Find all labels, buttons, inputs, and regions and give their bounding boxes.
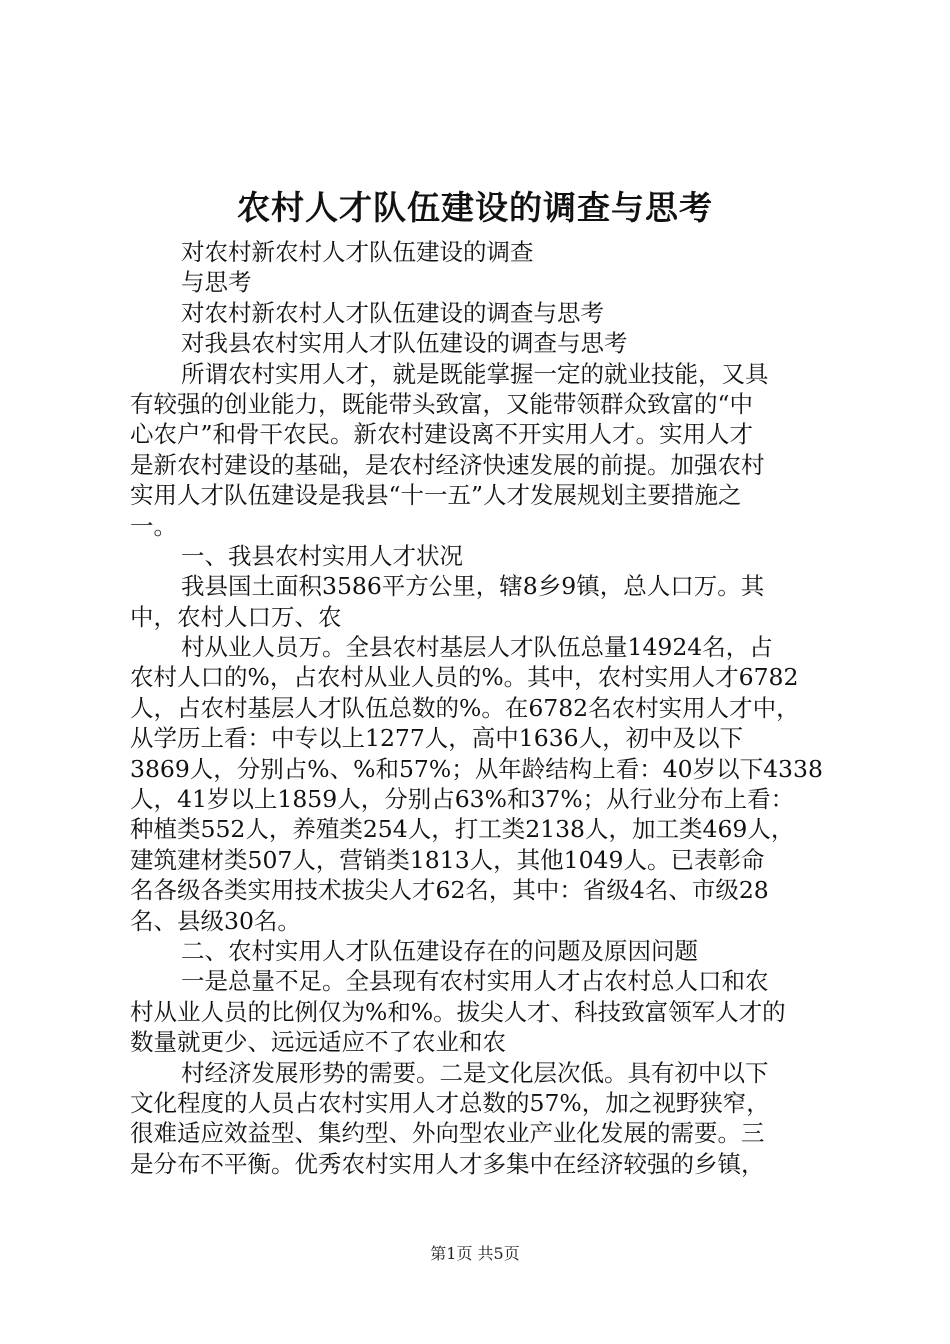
text-line: 人，占农村基层人才队伍总数的%。在6782名农村实用人才中，: [130, 693, 800, 722]
text-line: 一、我县农村实用人才状况: [181, 541, 463, 570]
text-line: 数量就更少、远远适应不了农业和农: [130, 1028, 506, 1057]
text-line: 我县国土面积3586平方公里，辖8乡9镇，总人口万。其: [181, 572, 765, 601]
text-line: 从学历上看：中专以上1277人，高中1636人，初中及以下: [130, 724, 744, 753]
document-title: 农村人才队伍建设的调查与思考: [237, 188, 713, 227]
text-line: 文化程度的人员占农村实用人才总数的57%，加之视野狭窄，: [130, 1088, 770, 1117]
text-line: 对我县农村实用人才队伍建设的调查与思考: [181, 329, 628, 358]
text-line: 对农村新农村人才队伍建设的调查: [181, 238, 534, 266]
text-line: 很难适应效益型、集约型、外向型农业产业化发展的需要。三: [130, 1119, 765, 1148]
text-line: 二、农村实用人才队伍建设存在的问题及原因问题: [181, 936, 698, 965]
text-line: 一是总量不足。全县现有农村实用人才占农村总人口和农: [181, 967, 769, 996]
text-line: 对农村新农村人才队伍建设的调查与思考: [181, 298, 604, 327]
text-line: 种植类552人，养殖类254人，打工类2138人，加工类469人，: [130, 815, 795, 844]
text-line: 3869人，分别占%、%和57%；从年龄结构上看：40岁以下4338: [130, 754, 823, 783]
text-line: 中，农村人口万、农: [130, 602, 342, 631]
text-line: 有较强的创业能力，既能带头致富，又能带领群众致富的“中: [130, 389, 754, 418]
text-line: 是分布不平衡。优秀农村实用人才多集中在经济较强的乡镇，: [130, 1149, 765, 1178]
text-line: 名各级各类实用技术拔尖人才62名，其中：省级4名、市级28: [130, 876, 769, 905]
text-line: 村从业人员的比例仅为%和%。拔尖人才、科技致富领军人才的: [130, 997, 786, 1026]
text-line: 农村人口的%，占农村从业人员的%。其中，农村实用人才6782: [130, 663, 799, 692]
text-line: 是新农村建设的基础，是农村经济快速发展的前提。加强农村: [130, 450, 765, 479]
document-body: [130, 237, 832, 1179]
text-line: 村经济发展形势的需要。二是文化层次低。具有初中以下: [181, 1058, 769, 1087]
text-line: 名、县级30名。: [130, 906, 301, 935]
text-line: 与思考: [181, 268, 252, 297]
text-line: 建筑建材类507人，营销类1813人，其他1049人。已表彰命: [130, 845, 765, 874]
text-line: 所谓农村实用人才，就是既能掌握一定的就业技能，又具: [181, 359, 769, 388]
text-line: 心农户”和骨干农民。新农村建设离不开实用人才。实用人才: [130, 420, 754, 449]
text-line: 村从业人员万。全县农村基层人才队伍总量14924名，占: [181, 633, 773, 662]
text-line: 一。: [130, 511, 177, 540]
page-footer: 第1页 共5页: [430, 1244, 520, 1263]
text-line: 人，41岁以上1859人，分别占63%和37%；从行业分布上看：: [130, 785, 795, 814]
text-line: 实用人才队伍建设是我县“十一五”人才发展规划主要措施之: [130, 481, 742, 510]
